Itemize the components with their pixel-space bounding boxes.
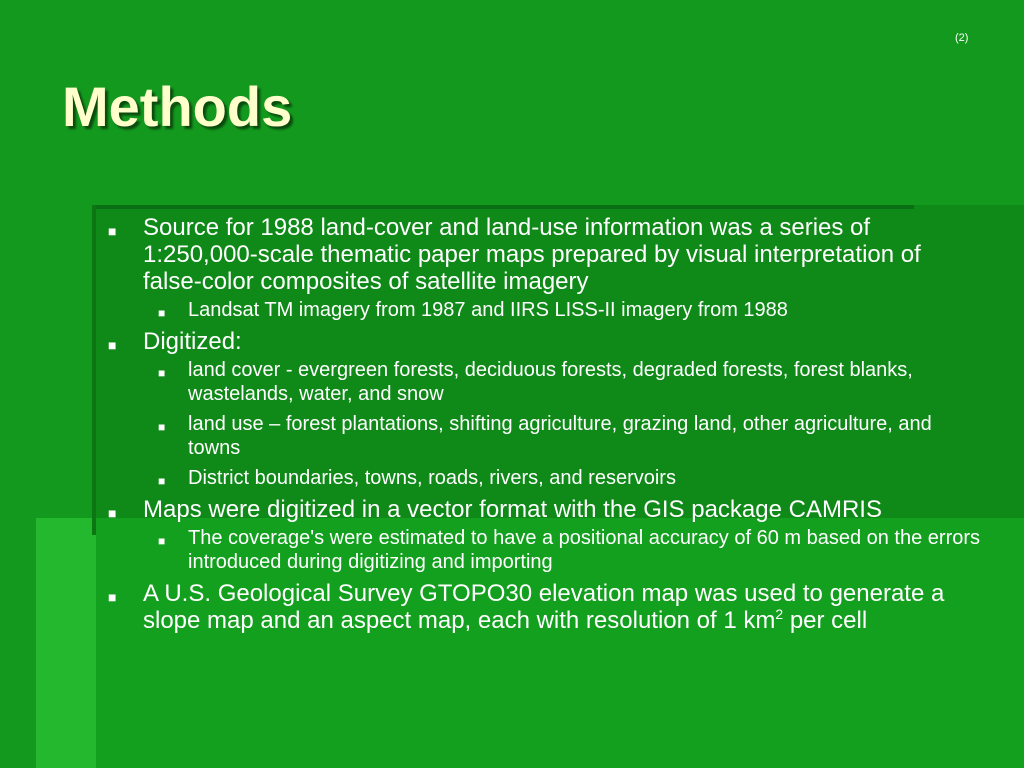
bullet-text-part: A U.S. Geological Survey GTOPO30 elevation map was used to generate a slope map and an aspect map, each with resolution of 1 km — [143, 580, 945, 634]
sub-bullet-text: Landsat TM imagery from 1987 and IIRS LISS-II imagery from 1988 — [188, 299, 788, 321]
bullet-text: Digitized: — [143, 328, 242, 355]
sub-bullet-item — [104, 526, 984, 574]
square-bullet-icon: ■ — [108, 223, 117, 239]
sub-bullet-text: The coverage's were estimated to have a positional accuracy of 60 m based on the errors introduced during digitizing and importing — [188, 527, 981, 573]
square-bullet-icon: ■ — [158, 534, 166, 548]
bullet-item — [104, 580, 984, 634]
sub-bullet-text: District boundaries, towns, roads, rivers, and reservoirs — [188, 467, 676, 489]
bullet-item — [104, 328, 984, 355]
decorative-panel — [36, 518, 96, 768]
bullet-text — [143, 580, 944, 634]
bullet-text: Source for 1988 land-cover and land-use information was a series of 1:250,000-scale thematic paper maps prepared by visual interpretation of false-color composites of satellite imagery — [143, 214, 921, 295]
sub-bullet-item — [104, 466, 984, 490]
bullet-item — [104, 214, 984, 295]
bullet-item — [104, 496, 984, 523]
square-bullet-icon: ■ — [158, 306, 166, 320]
sub-bullet-text: land cover - evergreen forests, deciduous forests, degraded forests, forest blanks, wastelands, water, and snow — [188, 359, 913, 405]
square-bullet-icon: ■ — [108, 337, 117, 353]
decorative-line — [96, 205, 914, 209]
square-bullet-icon: ■ — [108, 505, 117, 521]
square-bullet-icon: ■ — [158, 474, 166, 488]
square-bullet-icon: ■ — [108, 589, 117, 605]
bullet-text: Maps were digitized in a vector format with the GIS package CAMRIS — [143, 496, 882, 523]
sub-bullet-item — [104, 358, 984, 406]
sub-bullet-item — [104, 412, 984, 460]
slide-number: (2) — [955, 32, 969, 44]
sub-bullet-item — [104, 298, 984, 322]
sub-bullet-text: land use – forest plantations, shifting agriculture, grazing land, other agriculture, and towns — [188, 413, 932, 459]
bullet-text-part: per cell — [783, 607, 868, 634]
square-bullet-icon: ■ — [158, 366, 166, 380]
slide-title: Methods — [62, 75, 293, 138]
decorative-line — [92, 205, 96, 535]
square-bullet-icon: ■ — [158, 420, 166, 434]
bullet-list — [104, 214, 984, 637]
superscript: 2 — [775, 606, 784, 622]
